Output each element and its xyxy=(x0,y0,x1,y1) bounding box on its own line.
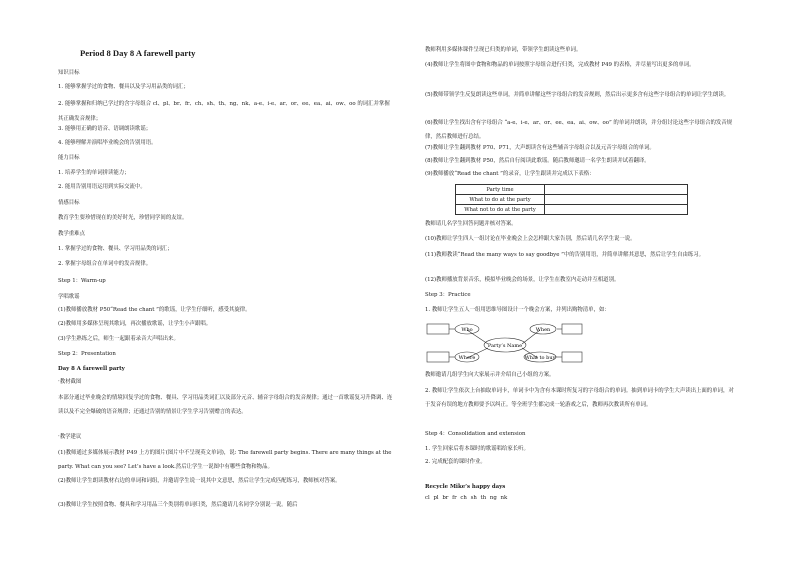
letter-combinations: cl pl br fr ch sh th ng nk xyxy=(425,495,508,501)
table-row xyxy=(456,185,688,195)
table-cell-label: Party time xyxy=(456,185,545,195)
lesson-heading: Day 8 A farewell party xyxy=(58,366,125,372)
text-line: 3. 能够用正确的语音、语调朗读歌谣； xyxy=(58,126,152,132)
text-line: 1. 学生回家后将本课时的歌谣唱给家长听。 xyxy=(425,446,529,452)
text-line: 1. 能够掌握学过的食物、餐具以及学习用品类的词汇； xyxy=(58,84,189,90)
table-cell-label: What to do at the party xyxy=(456,195,545,205)
text-paragraph: (11)教师教读“Read the many ways to say goodbye ”中的告别用语，并简单讲解其意思，然后让学生自由练习。 xyxy=(425,252,705,258)
text-line: 2. 掌握字母组合在单词中的发音规律。 xyxy=(58,261,152,267)
text-paragraph: 本部分通过毕业晚会的情境回复学过的食物、餐具、学习用品类词汇以及部分元音、辅音字母组合的发音规律；通过一首歌谣复习升降调、连读以及不完全爆破的语音规律；还通过告别的情景让学生学习告别赠言的表达。 xyxy=(58,395,393,415)
section-heading: 情感目标 xyxy=(58,200,80,206)
sub-heading: ·教材截图 xyxy=(58,379,82,385)
answer-box xyxy=(562,352,582,362)
table-row xyxy=(456,195,688,205)
text-line: 教师邀请几组学生向大家展示并介绍自己小组的方案。 xyxy=(425,372,555,378)
text-paragraph: 2. 能够掌握和归纳已学过的含字母组合 cl、pl、br、fr、ch、sh、th、ng、nk、a-e、i-e、ar、or、ee、ea、ai、ow、oo 的词汇并掌握其正确发音规律； xyxy=(58,101,390,122)
step-heading: Step 4：Consolidation and extension xyxy=(425,431,526,437)
step-heading: Step 2：Presentation xyxy=(58,351,116,357)
table-cell-answer[interactable] xyxy=(545,185,688,195)
table-cell-answer[interactable] xyxy=(545,195,688,205)
answer-box xyxy=(427,352,449,362)
text-line: (1)教师播放教材 P50“Read the chant ”的歌谣，让学生仔细听，感受其旋律。 xyxy=(58,307,251,313)
text-line: 4. 能够理解并演唱毕业晚会的告别用语。 xyxy=(58,140,157,146)
step-heading: Step 1：Warm-up xyxy=(58,278,106,284)
sub-heading: ·教学建议 xyxy=(58,434,82,440)
sub-heading: 学唱歌谣 xyxy=(58,294,80,300)
text-line: (9)教师播放“Read the chant ”的录音，让学生跟读并完成以下表格： xyxy=(425,171,595,177)
center-node-label: Party’s Name xyxy=(487,343,523,349)
text-paragraph: (5)教师带领学生反复朗读这些单词，并简单讲解这些字母组合的发音规则，然后出示更多含有这些字母组合的单词让学生朗读。 xyxy=(425,92,730,98)
text-line: (10)教师让学生四人一组讨论在毕业晚会上会怎样跟大家告别，然后请几名学生说一说。 xyxy=(425,236,636,242)
text-line: 1. 掌握学过的食物、餐具、学习用品类的词汇； xyxy=(58,246,173,252)
text-paragraph: 2. 教师让学生依次上台抽取单词卡，单词卡中为含有本课时所复习的字母组合的单词。抽到单词卡的学生大声读出上面的单词，对于发音有误的地方教师要予以纠正。等全班学生都完成一轮游戏之后，教师再次教读所有单词。 xyxy=(425,388,734,408)
text-line: 教师请几名学生回答问题并核对答案。 xyxy=(425,221,517,227)
text-line: 2. 完成配套的课时作业。 xyxy=(425,459,486,465)
table-row xyxy=(456,205,688,215)
table-cell-answer[interactable] xyxy=(545,205,688,215)
text-line: (7)教师让学生翻到教材 P70、P71，大声朗读含有这些辅音字母组合以及元音字母组合的单词。 xyxy=(425,145,655,151)
text-line: (2)教师用多媒体呈现其歌词，再次播放歌谣，让学生小声跟唱。 xyxy=(58,321,212,327)
text-paragraph: (6)教师让学生找出含有字母组合 “a-e、i-e、ar、or、ee、ea、ai、ow、oo” 的单词并朗读，并分组讨论这些字母组合的发音规律，然后教师进行总结。 xyxy=(425,120,733,140)
text-paragraph: (1)教师通过多媒体展示教材 P49 上方的图片(图片中不呈现英文单词)，说: The farewell party begins. There are many things at the party. What can you see? Let’s have a look.然后让学生一说图中有哪些食物和物品。 xyxy=(58,450,392,470)
text-line: (3)学生熟练之后，师生一起跟着录音大声唱出来。 xyxy=(58,336,179,342)
node-label-where: Where xyxy=(458,355,476,361)
text-line: 1. 培养学生的单词拼读能力； xyxy=(58,170,130,176)
table-cell-label: What not to do at the party xyxy=(456,205,545,215)
text-line: 1. 教师让学生五人一组用思维导图设计一个晚会方案，并列出购物清单，如： xyxy=(425,307,610,313)
node-label-what-to-buy: What to buy xyxy=(524,355,556,361)
text-line: 教师利用多媒体课件呈现已归类的单词，带领学生朗读这些单词。 xyxy=(425,47,582,53)
text-line: 2. 能用告别用语运用到实际交流中。 xyxy=(58,184,146,190)
node-label-when: When xyxy=(535,327,551,333)
chant-table xyxy=(455,184,688,215)
node-label-who: Who xyxy=(461,327,473,333)
recycle-heading: Recycle Mike’s happy days xyxy=(425,484,506,490)
text-line: (12)教师播放背景音乐，模拟毕业晚会的场景，让学生在教室内走动并互相道别。 xyxy=(425,277,620,283)
answer-box xyxy=(427,324,449,334)
section-heading: 教学重难点 xyxy=(58,231,85,237)
page-title: Period 8 Day 8 A farewell party xyxy=(80,48,196,58)
text-paragraph: (4)教师让学生将图中食物和物品的单词按照字母组合进行归类，完成教材 P49 的表格，并尽量写出更多的单词。 xyxy=(425,62,695,68)
text-line: 教育学生要珍惜现在的美好时光，珍惜同学间的友谊。 xyxy=(58,215,188,221)
text-line: (3)教师让学生按照食物、餐具和学习用品三个类别将单词归类，然后邀请几名同学分别说一说。随后 xyxy=(58,502,298,508)
text-paragraph: (2)教师让学生朗读教材右边的单词和词组，并邀请学生说一说其中文意思，然后让学生完成匹配练习，教师核对答案。 xyxy=(58,478,341,484)
section-heading: 知识目标 xyxy=(58,70,80,76)
text-line: (8)教师让学生翻到教材 P50，然后自行阅读此歌谣。随后教师邀请一名学生朗读并试着翻译。 xyxy=(425,158,650,164)
party-mind-map xyxy=(425,318,585,368)
step-heading: Step 3：Practice xyxy=(425,292,471,298)
section-heading: 能力目标 xyxy=(58,155,80,161)
answer-box xyxy=(562,324,582,334)
